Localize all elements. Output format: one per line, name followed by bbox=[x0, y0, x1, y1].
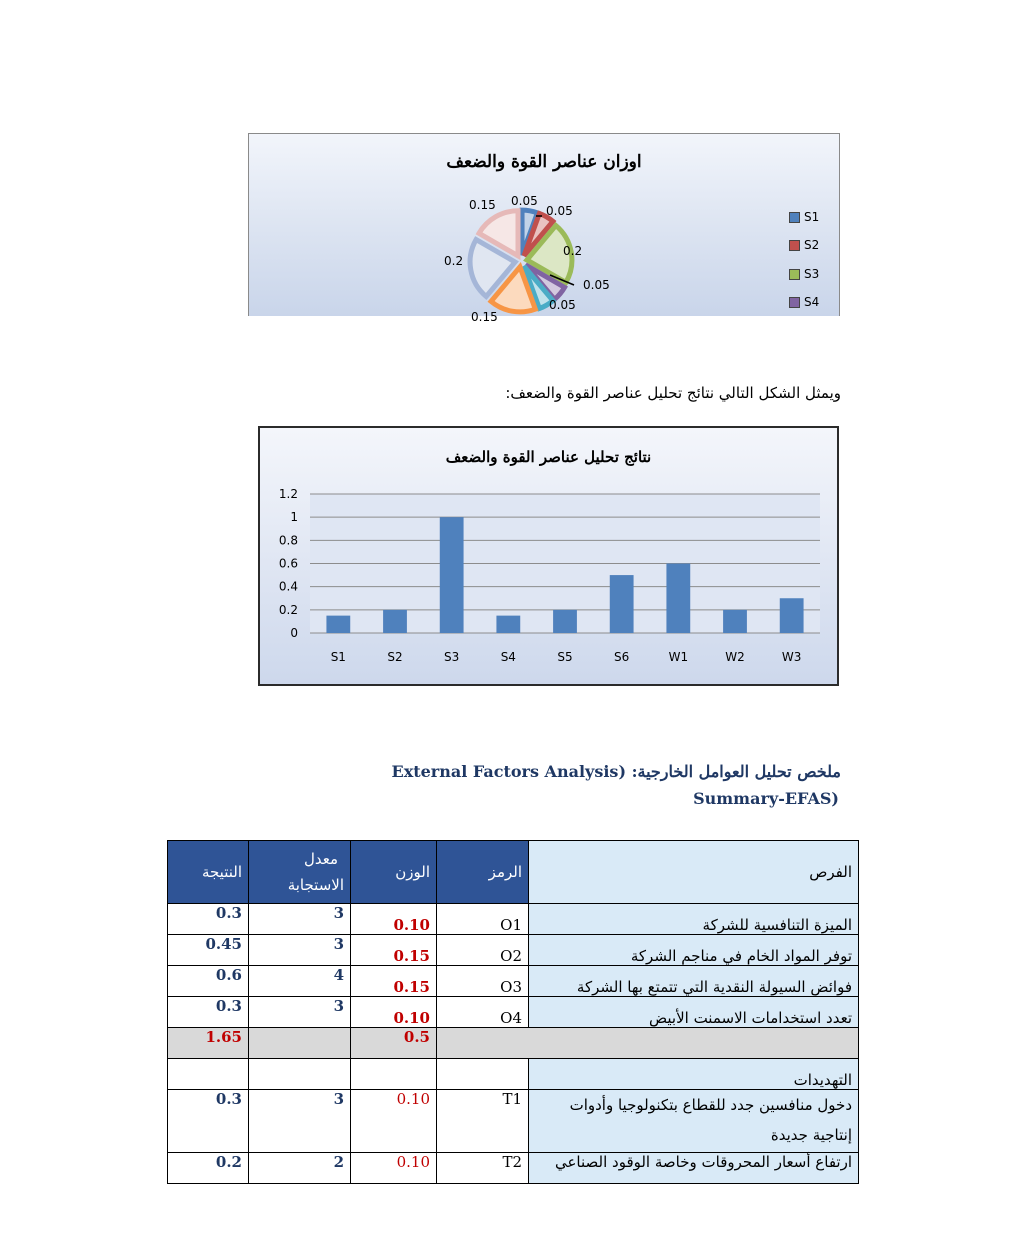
factor-cell bbox=[529, 1090, 859, 1153]
code-cell: O4 bbox=[437, 997, 529, 1028]
legend-label: S3 bbox=[804, 267, 820, 281]
header-code: الرمز bbox=[437, 841, 529, 904]
legend-label: S2 bbox=[804, 238, 820, 252]
factor-cell: الميزة التنافسية للشركة bbox=[529, 904, 859, 935]
total-weight: 0.5 bbox=[351, 1028, 437, 1059]
header-weight: الوزن bbox=[351, 841, 437, 904]
x-tick-label: S1 bbox=[330, 650, 346, 664]
table-header-row bbox=[168, 841, 859, 904]
score-cell: 0.3 bbox=[168, 904, 249, 935]
legend-swatch bbox=[789, 269, 800, 280]
score-cell: 0.3 bbox=[168, 1090, 249, 1153]
factor-line: دخول منافسين جدد للقطاع بتكنولوجيا وأدوات bbox=[569, 1096, 852, 1114]
table-row bbox=[168, 904, 859, 935]
score-cell: 0.2 bbox=[168, 1153, 249, 1184]
code-cell: O3 bbox=[437, 966, 529, 997]
x-tick-label: S4 bbox=[500, 650, 516, 664]
pie-label: 0.05 bbox=[511, 194, 538, 208]
rate-cell: 4 bbox=[249, 966, 351, 997]
factor-cell: فوائض السيولة النقدية التي تتمتع بها الشركة bbox=[529, 966, 859, 997]
table-row bbox=[168, 966, 859, 997]
rate-cell: 2 bbox=[249, 1153, 351, 1184]
bar bbox=[553, 610, 577, 633]
weight-cell: 0.10 bbox=[351, 1153, 437, 1184]
header-score: النتيجة bbox=[168, 841, 249, 904]
rate-cell: 3 bbox=[249, 1090, 351, 1153]
total-score: 1.65 bbox=[168, 1028, 249, 1059]
threats-label: التهديدات bbox=[529, 1059, 859, 1090]
pie-label: 0.2 bbox=[563, 244, 583, 258]
x-tick-label: W2 bbox=[725, 650, 745, 664]
pie-label: 0.05 bbox=[549, 298, 576, 312]
pie-graphic bbox=[249, 134, 839, 316]
weight-cell: 0.10 bbox=[351, 904, 437, 935]
section-heading-continued: Summary-EFAS) bbox=[693, 789, 839, 808]
rate-cell: 3 bbox=[249, 935, 351, 966]
code-cell: O2 bbox=[437, 935, 529, 966]
empty-cell bbox=[437, 1059, 529, 1090]
legend-swatch bbox=[789, 240, 800, 251]
header-rate-line: معدل bbox=[303, 850, 338, 868]
pie-label: 0.2 bbox=[444, 254, 464, 268]
empty-cell bbox=[249, 1059, 351, 1090]
efas-table bbox=[167, 840, 859, 1184]
x-tick-label: W1 bbox=[668, 650, 689, 664]
bar bbox=[496, 616, 520, 633]
y-tick-label: 0 bbox=[290, 626, 298, 640]
empty-cell bbox=[168, 1059, 249, 1090]
legend-label: S4 bbox=[804, 295, 820, 309]
table-row bbox=[168, 997, 859, 1028]
bar bbox=[723, 610, 747, 633]
bar bbox=[383, 610, 407, 633]
header-opportunities: الفرص bbox=[529, 841, 859, 904]
legend-swatch bbox=[789, 297, 800, 308]
legend-item bbox=[789, 267, 819, 281]
header-rate-line: الاستجابة bbox=[287, 876, 344, 894]
rate-cell: 3 bbox=[249, 904, 351, 935]
y-tick-label: 0.8 bbox=[278, 533, 298, 548]
pie-chart bbox=[248, 133, 840, 324]
table-row bbox=[168, 1153, 859, 1184]
weight-cell: 0.10 bbox=[351, 997, 437, 1028]
header-response-rate bbox=[249, 841, 351, 904]
table-row bbox=[168, 935, 859, 966]
score-cell: 0.45 bbox=[168, 935, 249, 966]
bar bbox=[440, 517, 464, 633]
rate-cell: 3 bbox=[249, 997, 351, 1028]
empty-cell bbox=[249, 1028, 351, 1059]
factor-cell: توفر المواد الخام في مناجم الشركة bbox=[529, 935, 859, 966]
legend-item bbox=[789, 238, 819, 252]
y-tick-label: 1.2 bbox=[278, 487, 298, 501]
code-cell: O1 bbox=[437, 904, 529, 935]
pie-label: 0.15 bbox=[469, 198, 496, 212]
x-tick-label: S2 bbox=[387, 650, 403, 664]
pie-label: 0.05 bbox=[583, 278, 610, 292]
bar-chart-plot bbox=[260, 428, 837, 684]
score-cell: 0.6 bbox=[168, 966, 249, 997]
y-tick-label: 1 bbox=[290, 510, 298, 525]
y-tick-label: 0.2 bbox=[278, 602, 298, 617]
table-row bbox=[168, 1090, 859, 1153]
empty-cell bbox=[437, 1028, 859, 1059]
pie-label: 0.15 bbox=[471, 310, 498, 324]
x-tick-label: W3 bbox=[781, 650, 802, 664]
bar bbox=[780, 598, 804, 633]
x-tick-label: S5 bbox=[557, 650, 573, 664]
factor-cell: ارتفاع أسعار المحروقات وخاصة الوقود الصناعي bbox=[529, 1153, 859, 1184]
section-heading: ملخص تحليل العوامل الخارجية: (External Factors Analysis bbox=[391, 762, 841, 781]
legend-item bbox=[789, 295, 819, 309]
weight-cell: 0.15 bbox=[351, 966, 437, 997]
code-cell: T2 bbox=[437, 1153, 529, 1184]
bar bbox=[666, 564, 690, 634]
y-tick-label: 0.6 bbox=[278, 556, 298, 571]
intro-paragraph: ويمثل الشكل التالي نتائج تحليل عناصر القوة والضعف: bbox=[505, 384, 841, 402]
bar bbox=[326, 616, 350, 633]
legend-item bbox=[789, 210, 819, 224]
weight-cell: 0.15 bbox=[351, 935, 437, 966]
x-tick-label: S3 bbox=[444, 650, 460, 664]
y-tick-label: 0.4 bbox=[278, 579, 298, 594]
x-tick-label: S6 bbox=[614, 650, 630, 664]
empty-cell bbox=[351, 1059, 437, 1090]
threats-header-row bbox=[168, 1059, 859, 1090]
bar-chart-title: نتائج تحليل عناصر القوة والضعف bbox=[445, 448, 652, 466]
score-cell: 0.3 bbox=[168, 997, 249, 1028]
bar bbox=[610, 575, 634, 633]
factor-line: إنتاجية جديدة bbox=[770, 1126, 852, 1144]
legend-label: S1 bbox=[804, 210, 820, 224]
pie-slices bbox=[470, 210, 572, 312]
pie-chart-title: اوزان عناصر القوة والضعف bbox=[446, 152, 642, 172]
code-cell: T1 bbox=[437, 1090, 529, 1153]
total-row bbox=[168, 1028, 859, 1059]
pie-label: 0.05 bbox=[546, 204, 573, 218]
factor-cell: تعدد استخدامات الاسمنت الأبيض bbox=[529, 997, 859, 1028]
legend-swatch bbox=[789, 212, 800, 223]
weight-cell: 0.10 bbox=[351, 1090, 437, 1153]
bar-chart bbox=[258, 426, 839, 686]
